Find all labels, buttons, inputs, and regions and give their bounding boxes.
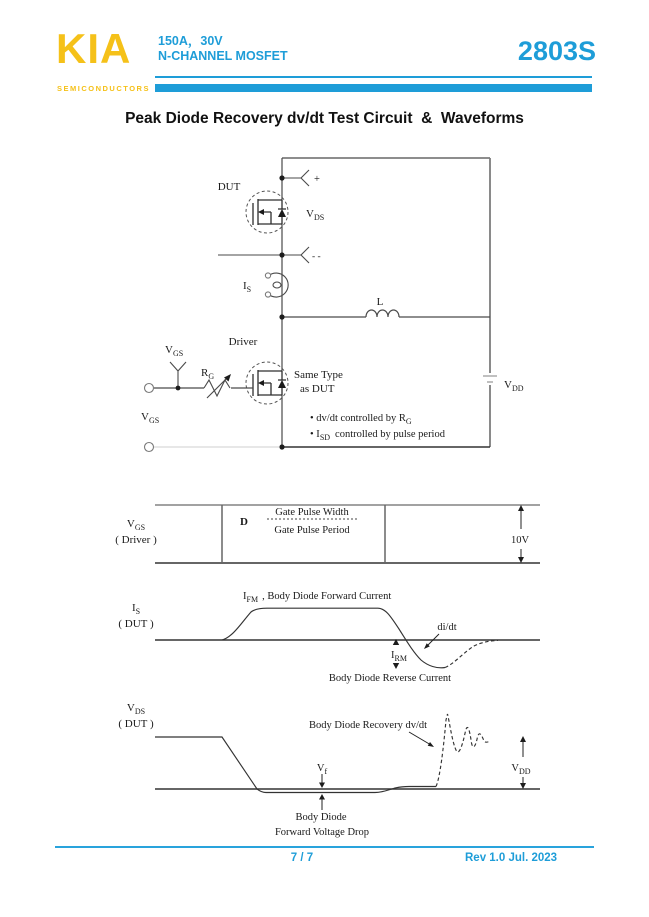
w3-voltage-curve — [155, 737, 436, 793]
vdd-label: $V_{DD}$ — [504, 379, 524, 393]
note-isd: • $I_{SD}$ controlled by pulse period — [310, 429, 445, 442]
revision-label: Rev 1.0 Jul. 2023 — [465, 852, 558, 864]
logo-subtext: SEMICONDUCTORS — [57, 84, 150, 93]
drop-caption-line1: Body Diode — [295, 812, 347, 823]
vds-label: $V_{DS}$ — [306, 208, 325, 222]
recovery-arrow — [409, 732, 431, 745]
irm-arrow-down — [393, 663, 399, 669]
footer-rule — [55, 846, 594, 848]
recovery-caption: Body Diode Recovery dv/dt — [308, 720, 428, 731]
part-number: 2803S — [517, 36, 596, 66]
junction-dot — [279, 252, 284, 257]
current-probe-ring-top — [265, 273, 270, 278]
fraction-denominator: Gate Pulse Period — [274, 525, 350, 536]
ifm-annotation: $I_{FM}$ , Body Diode Forward Current — [243, 591, 392, 604]
voltage-waveform — [118, 702, 540, 838]
device-type: N-CHANNEL MOSFET — [158, 49, 288, 63]
w2-label: $I_S$ — [131, 602, 141, 616]
vdd-dim-label: $V_{DD}$ — [511, 763, 531, 776]
rg-label: $R_G$ — [201, 367, 215, 381]
amplitude-label: 10V — [510, 535, 530, 546]
w3-label: $V_{DS}$ — [126, 702, 146, 716]
current-probe-arc — [268, 273, 288, 297]
reverse-current-caption: Body Diode Reverse Current — [328, 673, 452, 684]
dut-label: DUT — [217, 181, 241, 193]
w1-device: ( Driver ) — [115, 534, 157, 546]
inductor-coil — [366, 310, 399, 317]
vds-minus-probe — [218, 247, 309, 263]
current-probe-ring-bottom — [265, 292, 270, 297]
same-type-line1: Same Type — [294, 369, 343, 381]
w2-current-curve — [222, 608, 445, 668]
duty-symbol: D — [240, 516, 248, 528]
return-terminal — [145, 443, 154, 452]
driver-mosfet-icon — [253, 370, 286, 396]
device-rating: 150A，30V — [158, 34, 223, 48]
vgs-input-label: $V_{GS}$ — [141, 411, 160, 425]
note-dvdt: • dv/dt controlled by $R_G$ — [310, 413, 412, 426]
junction-dot — [279, 444, 284, 449]
w1-label: $V_{GS}$ — [126, 518, 146, 532]
fraction-numerator: Gate Pulse Width — [275, 507, 349, 518]
is-label: $I_S$ — [243, 280, 252, 294]
page-number: 7 / 7 — [290, 852, 314, 864]
vgs-probe-label: $V_{GS}$ — [165, 344, 184, 358]
minus-sign: - - — [312, 252, 321, 262]
vdd-source-plates — [483, 376, 497, 382]
gate-input-terminal — [145, 384, 154, 393]
w3-recovery-spike — [436, 714, 490, 787]
dim-arrowhead-down — [518, 557, 524, 563]
vgs-probe — [170, 362, 186, 388]
drop-caption-line2: Forward Voltage Drop — [274, 827, 370, 838]
vds-plus-probe — [282, 170, 309, 186]
w3-device: ( DUT ) — [118, 718, 154, 730]
junction-dot — [279, 175, 284, 180]
vf-label: $V_f$ — [316, 763, 328, 776]
w2-recovery-tail — [445, 640, 498, 667]
junction-dot — [279, 314, 284, 319]
didt-label: di/dt — [437, 622, 457, 633]
w2-device: ( DUT ) — [118, 618, 154, 630]
driver-label: Driver — [228, 336, 258, 348]
current-probe-core — [273, 282, 281, 288]
test-circuit — [141, 158, 524, 452]
vf-arrowhead — [319, 783, 325, 789]
gate-waveform — [115, 505, 540, 563]
dut-mosfet-icon — [253, 199, 286, 225]
junction-dot — [176, 386, 181, 391]
vdd-arrowhead-down — [520, 783, 526, 789]
irm-label: $I_{RM}$ — [391, 650, 407, 663]
inductor-label: L — [376, 296, 384, 308]
plus-sign: + — [314, 174, 320, 185]
current-waveform — [118, 591, 540, 684]
kia-logo: KIA — [56, 25, 132, 72]
recovery-arrowhead — [428, 742, 434, 747]
page-title: Peak Diode Recovery dv/dt Test Circuit & Waveforms — [125, 110, 524, 127]
same-type-line2: as DUT — [300, 383, 335, 395]
